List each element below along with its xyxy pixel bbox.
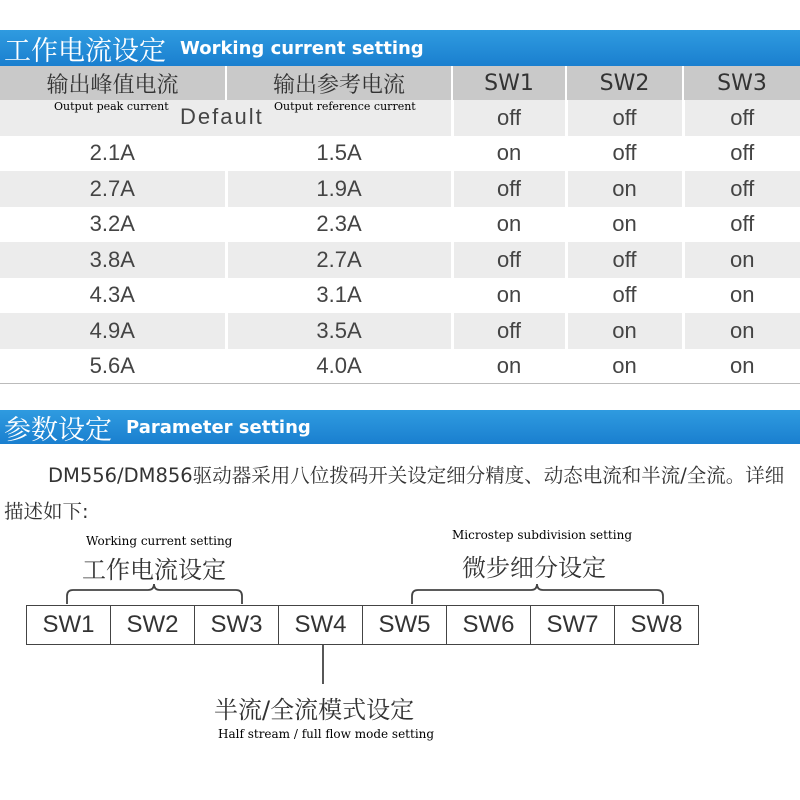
default-sw2: off [566, 100, 683, 136]
sw2-cell: on [566, 171, 683, 207]
half-flow-en-label: Half stream / full flow mode setting [218, 727, 435, 741]
peak-current-cell: 3.2A [0, 207, 226, 243]
sw1-cell: on [452, 349, 566, 385]
sw3-cell: off [683, 207, 800, 243]
sw2-cell: on [566, 207, 683, 243]
reference-current-cell: 1.5A [226, 136, 452, 172]
reference-current-cell: 2.7A [226, 242, 452, 278]
sw2-cell: off [566, 278, 683, 314]
working-current-bracket [67, 584, 242, 604]
working-current-title-cn: 工作电流设定 [4, 35, 166, 67]
sw3-cell: on [683, 242, 800, 278]
working-current-en-label: Working current setting [86, 534, 233, 548]
sw2-cell: off [566, 242, 683, 278]
peak-current-cell: 4.9A [0, 313, 226, 349]
dip-switch-row [26, 605, 699, 645]
sw1-cell: on [452, 207, 566, 243]
parameter-description: DM556/DM856驱动器采用八位拨码开关设定细分精度、动态电流和半流/全流。详细描述如下: [4, 464, 785, 523]
reference-current-cell: 2.3A [226, 207, 452, 243]
peak-current-cell: 2.7A [0, 171, 226, 207]
sw3-cell: off [683, 136, 800, 172]
subheader-peak-en: Output peak current [54, 100, 169, 113]
sw3-cell: off [683, 171, 800, 207]
peak-current-cell: 3.8A [0, 242, 226, 278]
peak-current-cell: 4.3A [0, 278, 226, 314]
peak-current-cell: 5.6A [0, 349, 226, 385]
default-label: Default [180, 104, 264, 129]
reference-current-cell: 4.0A [226, 349, 452, 385]
microstep-en-label: Microstep subdivision setting [452, 528, 633, 542]
microstep-bracket [412, 584, 663, 604]
subheader-reference-en: Output reference current [274, 100, 416, 113]
sw3-cell: on [683, 313, 800, 349]
sw1-cell: on [452, 136, 566, 172]
reference-current-cell: 3.5A [226, 313, 452, 349]
sw3-cell: on [683, 278, 800, 314]
switch-sw5: SW5 [362, 606, 446, 644]
sw2-cell: off [566, 136, 683, 172]
switch-sw4: SW4 [278, 606, 362, 644]
switch-sw8: SW8 [614, 606, 698, 644]
peak-current-cell: 2.1A [0, 136, 226, 172]
header-peak-current: 输出峰值电流 [0, 66, 226, 100]
working-current-title-en: Working current setting [180, 37, 424, 59]
switch-sw2: SW2 [110, 606, 194, 644]
parameter-title-en: Parameter setting [126, 416, 311, 438]
switch-sw3: SW3 [194, 606, 278, 644]
header-sw2: SW2 [566, 66, 683, 100]
parameter-title-cn: 参数设定 [4, 414, 112, 446]
sw1-cell: off [452, 171, 566, 207]
default-sw1: off [452, 100, 566, 136]
sw1-cell: off [452, 313, 566, 349]
sw3-cell: on [683, 349, 800, 385]
reference-current-cell: 3.1A [226, 278, 452, 314]
header-sw1: SW1 [452, 66, 566, 100]
sw2-cell: on [566, 313, 683, 349]
default-sw3: off [683, 100, 800, 136]
reference-current-cell: 1.9A [226, 171, 452, 207]
header-sw3: SW3 [683, 66, 800, 100]
sw2-cell: on [566, 349, 683, 385]
switch-sw7: SW7 [530, 606, 614, 644]
sw1-cell: off [452, 242, 566, 278]
sw1-cell: on [452, 278, 566, 314]
working-current-cn-label: 工作电流设定 [82, 556, 226, 584]
half-flow-cn-label: 半流/全流模式设定 [214, 696, 415, 724]
microstep-cn-label: 微步细分设定 [462, 554, 606, 582]
switch-sw6: SW6 [446, 606, 530, 644]
switch-sw1: SW1 [42, 611, 95, 638]
header-reference-current: 输出参考电流 [226, 66, 452, 100]
